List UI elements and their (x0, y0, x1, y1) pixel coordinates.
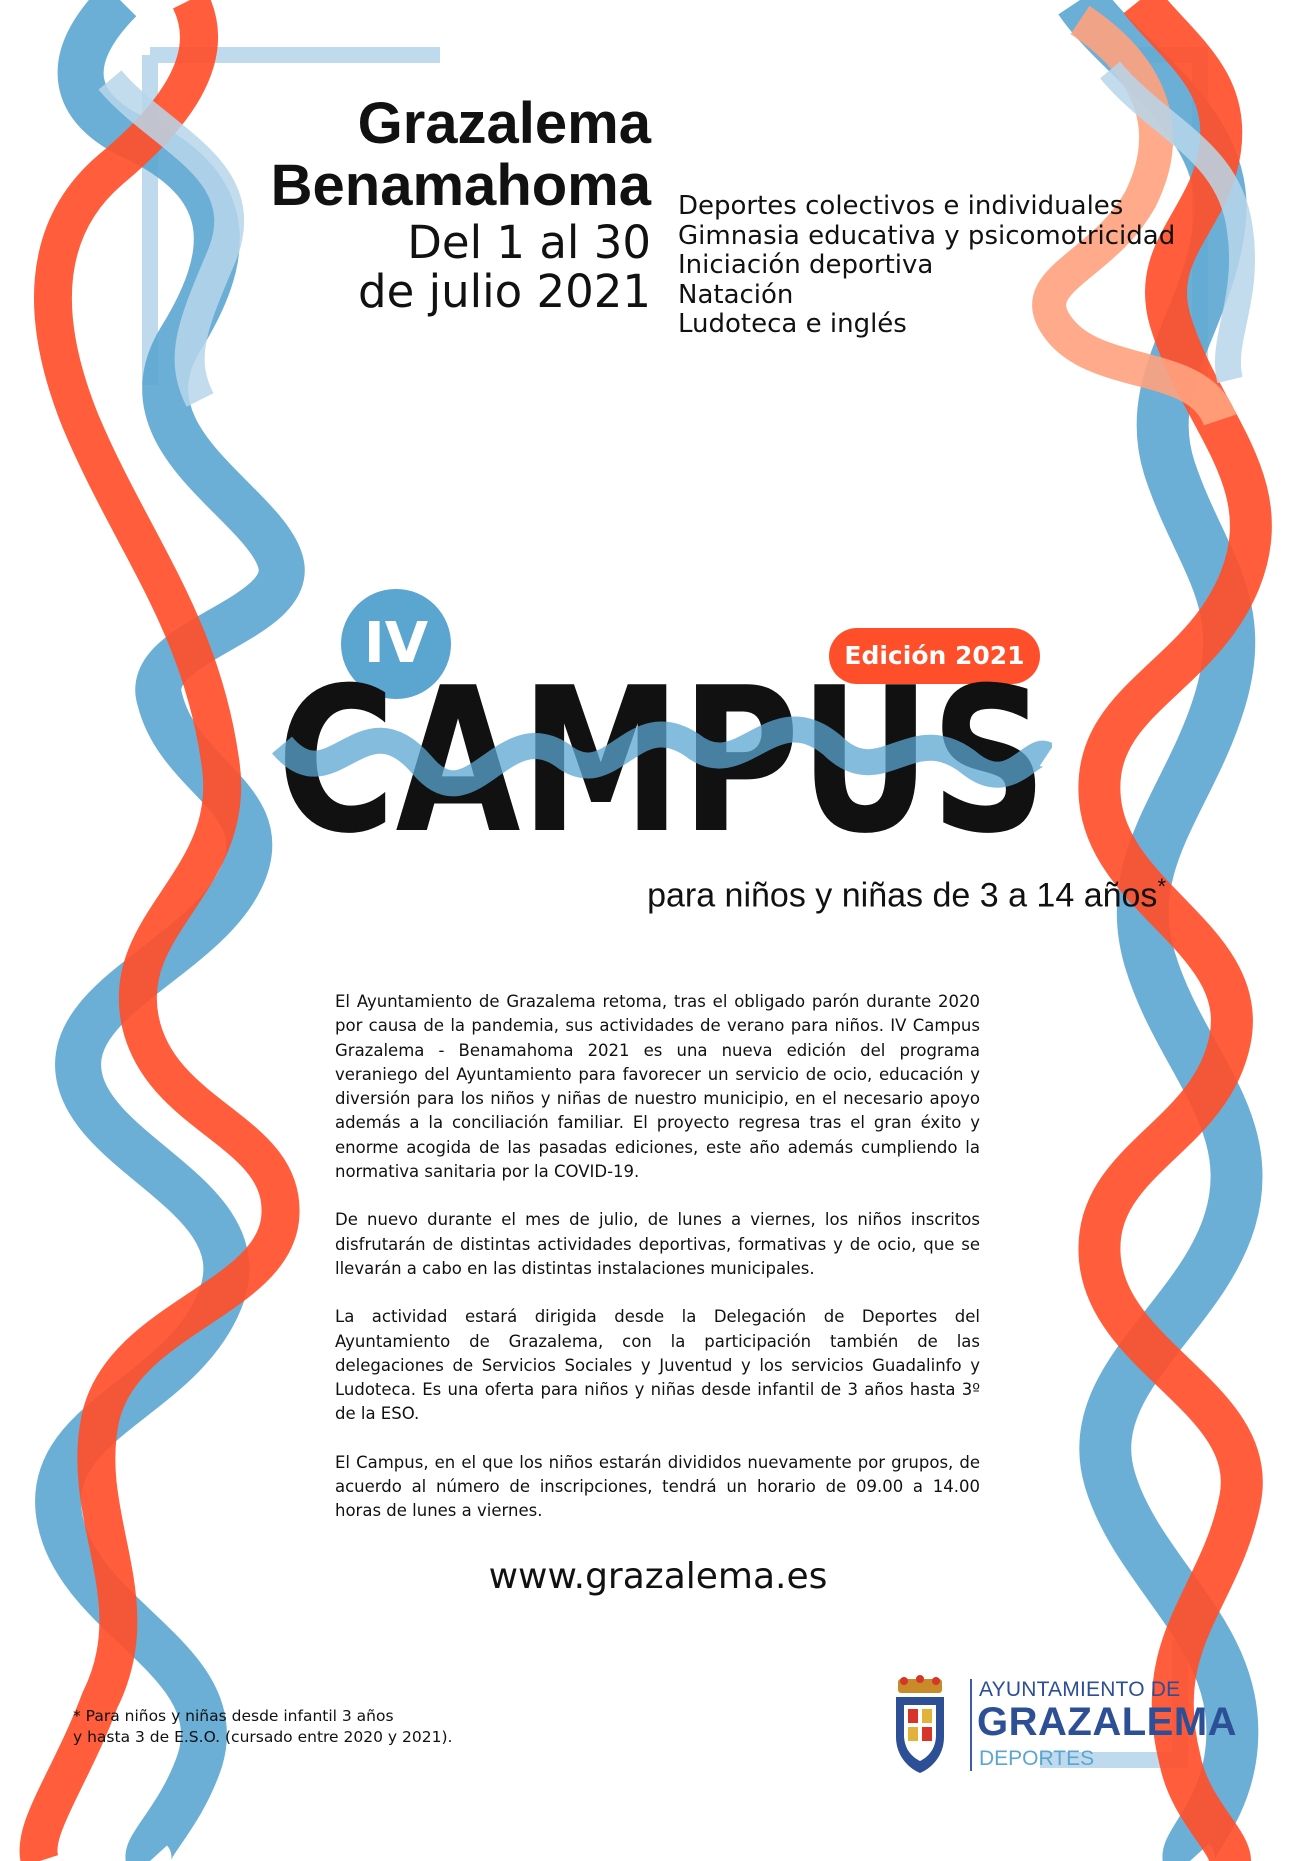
ayuntamiento-logo (890, 1675, 1238, 1775)
activity-item: Iniciación deportiva (678, 250, 934, 280)
dates-line-2: de julio 2021 (358, 264, 651, 318)
activity-item: Deportes colectivos e individuales (678, 191, 1124, 221)
age-range-text: para niños y niñas de 3 a 14 años (647, 876, 1158, 915)
town-name-benamahoma: Benamahoma (270, 153, 651, 218)
dates-line-1: Del 1 al 30 (407, 216, 651, 269)
activities-list (678, 192, 1175, 340)
town-name-grazalema: Grazalema (357, 91, 651, 156)
title-block (270, 91, 651, 318)
description-body (335, 990, 980, 1548)
footnote-line: * Para niños y niñas desde infantil 3 años (73, 1707, 394, 1725)
logo-line-grazalema: GRAZALEMA (977, 1700, 1238, 1744)
website-url[interactable]: www.grazalema.es (488, 1556, 828, 1597)
logo-divider (970, 1679, 972, 1771)
body-paragraph: De nuevo durante el mes de julio, de lunes a viernes, los niños inscritos disfrutarán de distintas actividades deportivas, formativas y de ocio, que se llevarán a cabo en las distintas instalaciones municipales. (335, 1210, 980, 1278)
activity-item: Natación (678, 279, 794, 310)
edition-year-badge: Edición 2021 (829, 628, 1040, 684)
footnote (73, 1706, 452, 1748)
footnote-line: y hasta 3 de E.S.O. (cursado entre 2020 y 2021). (73, 1728, 453, 1746)
body-paragraph: La actividad estará dirigida desde la Delegación de Deportes del Ayuntamiento de Grazalema, con la participación también de las delegaciones de Servicios Sociales y Juventud y los servicios Guadalinfo y Ludoteca. Es una oferta para niños y niñas desde infantil de 3 años hasta 3º de la ESO. (335, 1307, 980, 1424)
body-paragraph: El Campus, en el que los niños estarán divididos nuevamente por grupos, de acuerdo al número de inscripciones, tendrá un horario de 09.00 a 14.00 horas de lunes a viernes. (335, 1452, 980, 1521)
campus-wordmark (272, 655, 1052, 855)
logo-line-ayuntamiento: AYUNTAMIENTO DE (979, 1678, 1181, 1701)
logo-line-deportes: DEPORTES (979, 1747, 1095, 1770)
body-paragraph: El Ayuntamiento de Grazalema retoma, tras el obligado parón durante 2020 por causa de la pandemia, sus actividades de verano para niños. IV Campus Grazalema - Benamahoma 2021 es una nueva edición del programa veraniego del Ayuntamiento para favorecer un servicio de ocio, educación y diversión para los niños y niñas de nuestro municipio, en el necesario apoyo además a la conciliación familiar. El proyecto regresa tras el gran éxito y enorme acogida de las pasadas ediciones, este año además cumpliendo la normativa sanitaria por la COVID-19. (335, 992, 980, 1182)
coat-of-arms-icon (890, 1675, 950, 1775)
age-range-subtitle (647, 874, 1166, 915)
activity-item: Gimnasia educativa y psicomotricidad (678, 220, 1176, 251)
footnote-mark: * (1157, 874, 1166, 899)
activity-item: Ludoteca e inglés (678, 309, 907, 339)
campus-word-text: CAMPUS (277, 655, 1047, 855)
edition-number-badge: IV (341, 589, 451, 699)
